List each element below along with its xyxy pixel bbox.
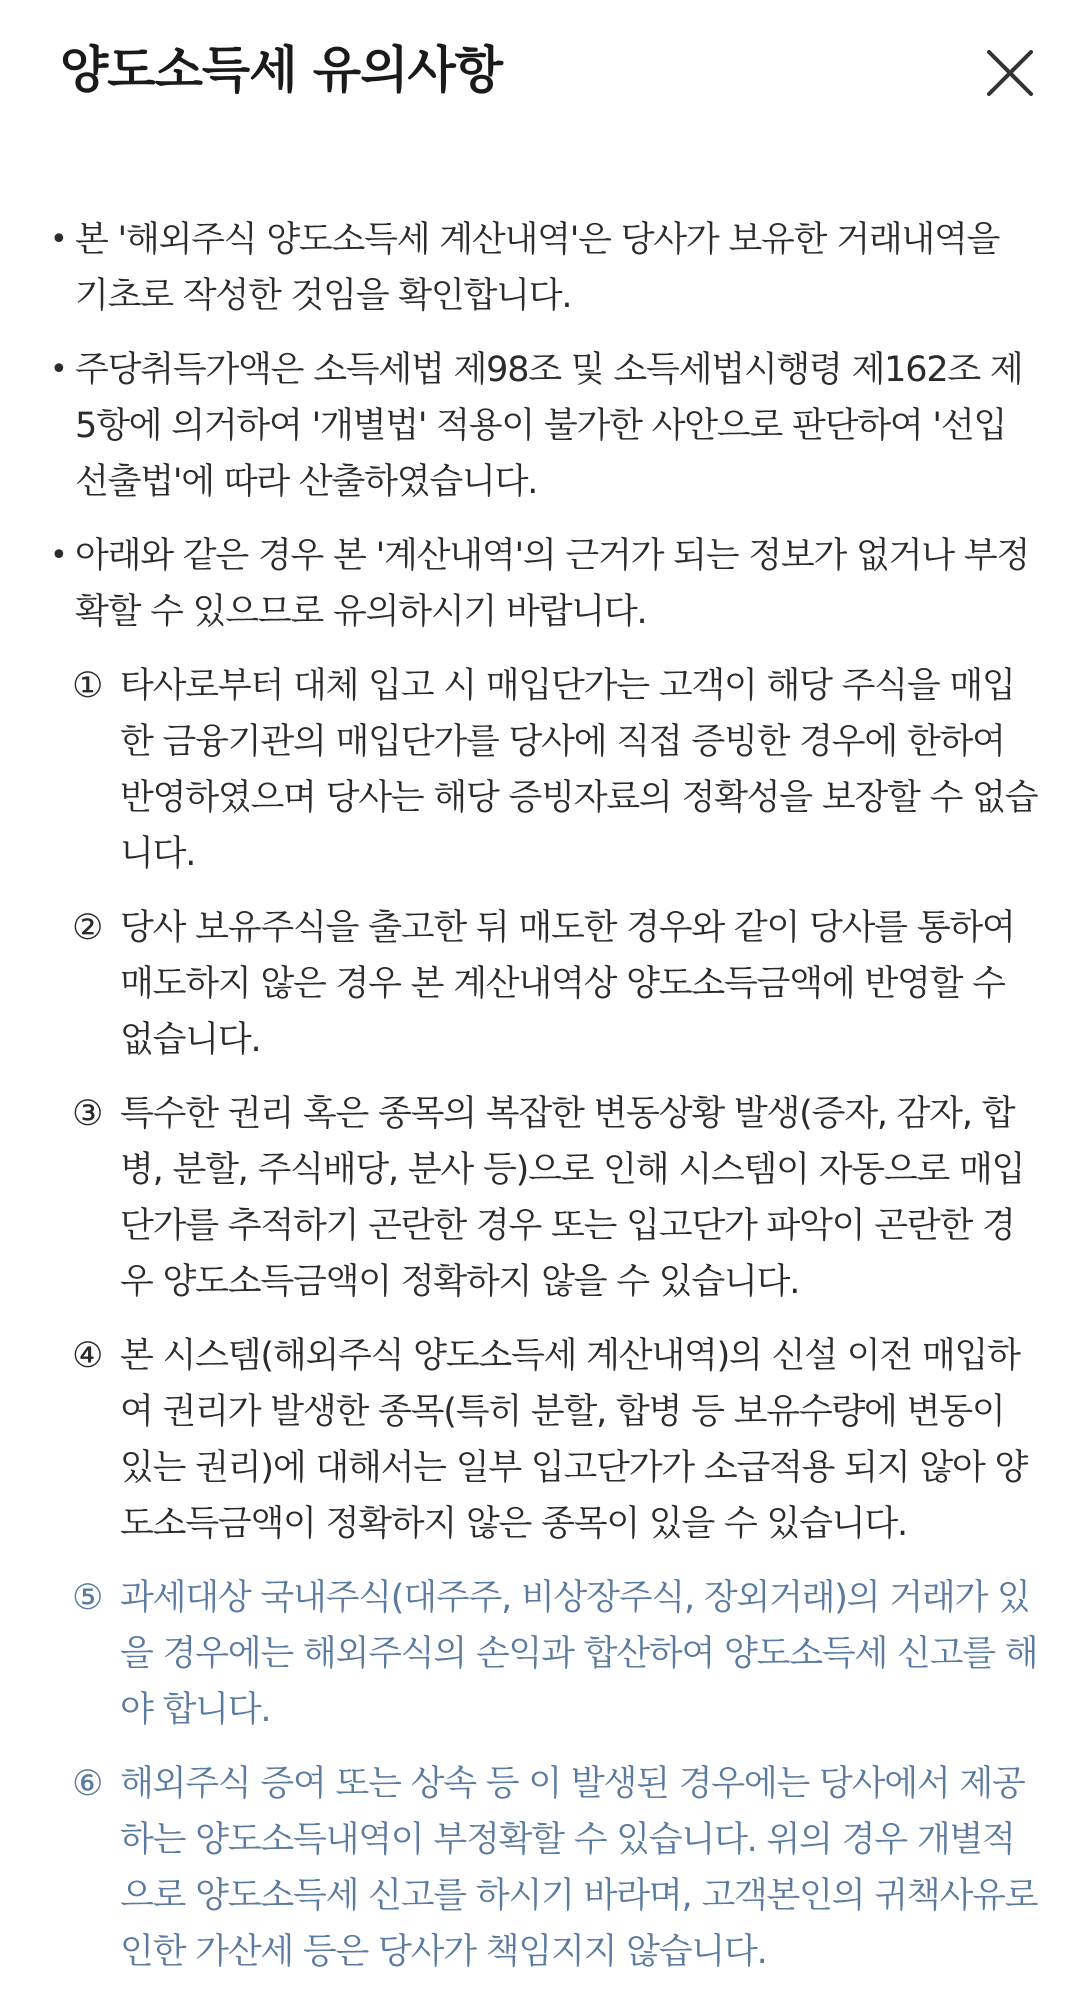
subitem-number: ① bbox=[72, 666, 103, 706]
notice-item bbox=[48, 212, 1038, 324]
subitem-number: ⑤ bbox=[72, 1578, 103, 1618]
bullet-dot: • bbox=[50, 538, 67, 573]
subitem-text: 당사 보유주식을 출고한 뒤 매도한 경우와 같이 당사를 통하여 매도하지 않은 경우 본 계산내역상 양도소득금액에 반영할 수 없습니다. bbox=[120, 908, 1015, 1060]
notice-text: 주당취득가액은 소득세법 제98조 및 소득세법시행령 제162조 제5항에 의거하여 '개별법' 적용이 불가한 사안으로 판단하여 '선입선출법'에 따라 산출하였습니다. bbox=[75, 350, 1023, 502]
subitem-text: 해외주식 증여 또는 상속 등 이 발생된 경우에는 당사에서 제공하는 양도소득내역이 부정확할 수 있습니다. 위의 경우 개별적으로 양도소득세 신고를 하시기 바라며, 고객본인의 귀책사유로 인한 가산세 등은 당사가 책임지지 않습니다. bbox=[120, 1764, 1038, 1972]
notice-subitem-highlight bbox=[48, 1570, 1038, 1738]
subitem-text: 타사로부터 대체 입고 시 매입단가는 고객이 해당 주식을 매입한 금융기관의 매입단가를 당사에 직접 증빙한 경우에 한하여 반영하였으며 당사는 해당 증빙자료의 정확성을 보장할 수 없습니다. bbox=[120, 666, 1038, 874]
notice-subitem bbox=[48, 658, 1038, 882]
subitem-text: 본 시스템(해외주식 양도소득세 계산내역)의 신설 이전 매입하여 권리가 발생한 종목(특히 분할, 합병 등 보유수량에 변동이 있는 권리)에 대해서는 일부 입고단가가 소급적용 되지 않아 양도소득금액이 정확하지 않은 종목이 있을 수 있습니다. bbox=[120, 1336, 1028, 1544]
notice-item bbox=[48, 342, 1038, 510]
notice-subitem bbox=[48, 1328, 1038, 1552]
notice-item bbox=[48, 528, 1038, 640]
subitem-number: ② bbox=[72, 908, 103, 948]
dialog-header bbox=[0, 0, 1080, 140]
page-title: 양도소득세 유의사항 bbox=[60, 41, 503, 99]
subitem-number: ③ bbox=[72, 1094, 103, 1134]
subitem-number: ④ bbox=[72, 1336, 103, 1376]
notice-subitem-highlight bbox=[48, 1756, 1038, 1980]
notice-text: 본 '해외주식 양도소득세 계산내역'은 당사가 보유한 거래내역을 기초로 작성한 것임을 확인합니다. bbox=[75, 220, 1000, 316]
notice-text: 아래와 같은 경우 본 '계산내역'의 근거가 되는 정보가 없거나 부정확할 수 있으므로 유의하시기 바랍니다. bbox=[75, 536, 1030, 632]
bullet-dot: • bbox=[50, 352, 67, 387]
bullet-dot: • bbox=[50, 222, 67, 257]
notice-content bbox=[48, 212, 1038, 1998]
subitem-number: ⑥ bbox=[72, 1764, 103, 1804]
notice-subitem bbox=[48, 1086, 1038, 1310]
close-icon bbox=[987, 50, 1033, 96]
notice-sublist bbox=[48, 658, 1038, 1980]
subitem-text: 과세대상 국내주식(대주주, 비상장주식, 장외거래)의 거래가 있을 경우에는 해외주식의 손익과 합산하여 양도소득세 신고를 해야 합니다. bbox=[120, 1578, 1038, 1730]
subitem-text: 특수한 권리 혹은 종목의 복잡한 변동상황 발생(증자, 감자, 합병, 분할, 주식배당, 분사 등)으로 인해 시스템이 자동으로 매입단가를 추적하기 곤란한 경우 또는 입고단가 파악이 곤란한 경우 양도소득금액이 정확하지 않을 수 있습니다. bbox=[120, 1094, 1025, 1302]
close-button[interactable] bbox=[975, 38, 1045, 108]
notice-subitem bbox=[48, 900, 1038, 1068]
